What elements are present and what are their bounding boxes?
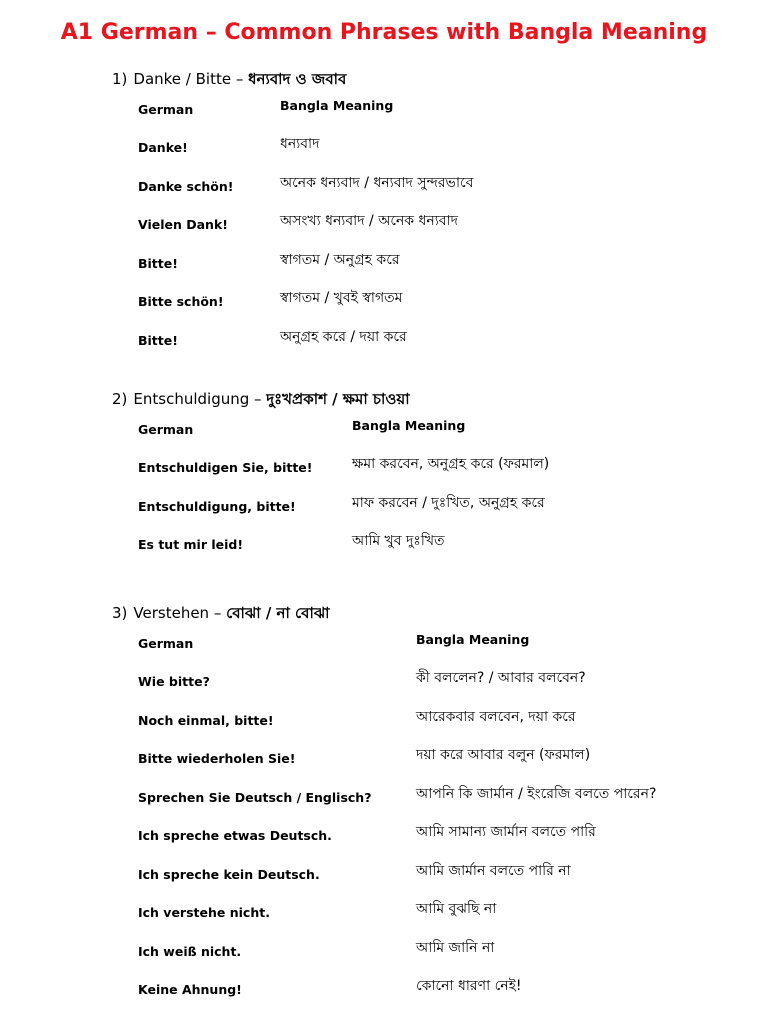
phrase-row [0, 456, 768, 486]
phrase-german: Keine Ahnung! [138, 982, 242, 997]
phrase-bangla: অনেক ধন্যবাদ / ধন্যবাদ সুন্দরভাবে [280, 174, 474, 191]
phrase-row [0, 251, 768, 282]
phrase-bangla: আপনি কি জার্মান / ইংরেজি বলতে পারেন? [416, 785, 657, 802]
column-header-row [0, 418, 768, 448]
phrase-german: Bitte wiederholen Sie! [138, 751, 296, 766]
phrase-bangla: আরেকবার বলবেন, দয়া করে [416, 708, 576, 725]
phrase-german: Ich spreche etwas Deutsch. [138, 828, 332, 843]
section-heading [112, 388, 410, 413]
phrase-german: Noch einmal, bitte! [138, 712, 274, 728]
phrase-row [0, 290, 768, 320]
phrase-row [0, 785, 768, 816]
phrase-bangla: ক্ষমা করবেন, অনুগ্রহ করে (ফরমাল) [352, 456, 550, 472]
phrase-row [0, 328, 768, 359]
phrase-bangla: কোনো ধারণা নেই! [416, 978, 522, 994]
phrase-german: Danke schön! [138, 178, 234, 194]
phrase-german: Entschuldigen Sie, bitte! [138, 460, 313, 475]
section-heading-german: Danke / Bitte – [133, 70, 249, 88]
column-header-row [0, 98, 768, 128]
section-number: 3) [112, 604, 128, 622]
phrase-bangla: আমি সামান্য জার্মান বলতে পারি [416, 824, 596, 840]
phrase-german: Danke! [138, 140, 188, 155]
phrase-bangla: দয়া করে আবার বলুন (ফরমাল) [416, 747, 591, 763]
phrase-german: Sprechen Sie Deutsch / Englisch? [138, 789, 372, 805]
phrase-row [0, 824, 768, 854]
phrase-row [0, 862, 768, 893]
phrase-german: Entschuldigung, bitte! [138, 498, 296, 514]
phrase-bangla: কী বললেন? / আবার বলবেন? [416, 670, 586, 686]
page-title: A1 German – Common Phrases with Bangla Meaning [60, 20, 708, 45]
phrase-bangla: আমি জানি না [416, 939, 495, 956]
column-header-german: German [138, 102, 194, 117]
phrase-bangla: আমি বুঝছি না [416, 901, 497, 917]
section-number: 2) [112, 390, 128, 408]
phrase-german: Bitte schön! [138, 294, 224, 309]
phrase-row [0, 747, 768, 777]
phrase-row [0, 901, 768, 931]
column-header-bangla: Bangla Meaning [352, 418, 466, 433]
section-heading-german: Verstehen – [133, 604, 227, 622]
column-header-row [0, 632, 768, 662]
phrase-bangla: অনুগ্রহ করে / দয়া করে [280, 328, 407, 345]
phrase-bangla: মাফ করবেন / দুঃখিত, অনুগ্রহ করে [352, 494, 545, 511]
phrase-row [0, 213, 768, 243]
phrase-german: Ich weiß nicht. [138, 943, 242, 959]
phrase-german: Wie bitte? [138, 674, 210, 689]
section-number: 1) [112, 70, 128, 88]
phrase-bangla: স্বাগতম / অনুগ্রহ করে [280, 251, 400, 268]
phrase-row [0, 708, 768, 739]
phrase-row [0, 494, 768, 525]
section-heading-bangla: ধন্যবাদ ও জবাব [248, 70, 347, 88]
phrase-german: Vielen Dank! [138, 217, 228, 232]
column-header-german: German [138, 636, 194, 651]
phrase-bangla: আমি খুব দুঃখিত [352, 533, 445, 549]
phrase-row [0, 136, 768, 166]
section-heading-bangla: দুঃখপ্রকাশ / ক্ষমা চাওয়া [266, 390, 410, 408]
column-header-bangla: Bangla Meaning [280, 98, 394, 113]
section-heading [112, 602, 330, 627]
phrase-bangla: স্বাগতম / খুবই স্বাগতম [280, 290, 403, 306]
phrase-german: Ich verstehe nicht. [138, 905, 270, 920]
column-header-bangla: Bangla Meaning [416, 632, 530, 647]
phrase-german: Ich spreche kein Deutsch. [138, 866, 320, 882]
phrase-bangla: আমি জার্মান বলতে পারি না [416, 862, 571, 879]
section-heading-bangla: বোঝা / না বোঝা [226, 604, 330, 622]
phrase-german: Es tut mir leid! [138, 537, 244, 552]
phrase-bangla: ধন্যবাদ [280, 136, 320, 152]
phrase-row [0, 670, 768, 700]
phrase-bangla: অসংখ্য ধন্যবাদ / অনেক ধন্যবাদ [280, 213, 459, 229]
section-heading [112, 68, 346, 93]
phrase-german: Bitte! [138, 255, 178, 271]
phrase-german: Bitte! [138, 332, 178, 348]
phrase-row [0, 939, 768, 970]
phrase-row [0, 174, 768, 205]
column-header-german: German [138, 422, 194, 437]
section-heading-german: Entschuldigung – [133, 390, 267, 408]
phrase-row [0, 533, 768, 563]
phrase-row [0, 978, 768, 1008]
